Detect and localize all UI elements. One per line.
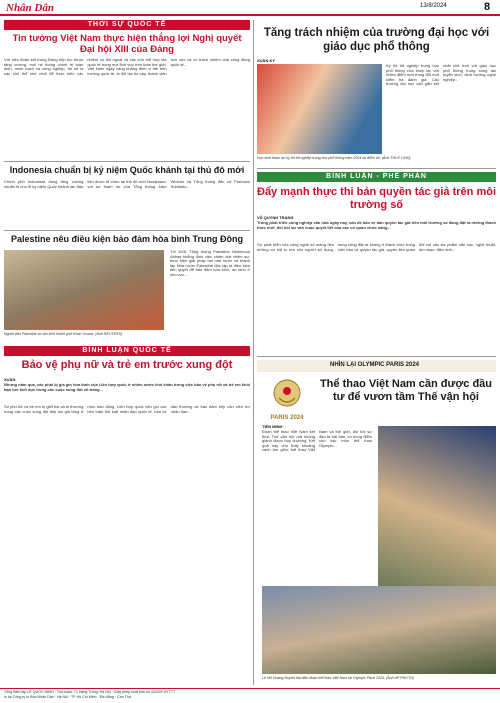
article6-title[interactable]: Đẩy mạnh thực thi bản quyền tác giả trên môi trường số — [257, 186, 497, 211]
article6-lead — [257, 221, 496, 241]
article3-photo — [4, 250, 164, 330]
footer-line-2: In tại Công ty In Báo Nhân Dân · Hà Nội · TP Hồ Chí Minh · Đà Nẵng · Cần Thơ — [4, 694, 132, 699]
masthead-date: 13/8/2024 — [420, 3, 447, 9]
article7-photo-wide — [262, 586, 496, 674]
article6-body — [257, 243, 496, 353]
masthead-logo: Nhân Dân — [6, 2, 54, 14]
footer-line-1: Tổng Biên tập LÊ QUỐC MINH · Tòa soạn: 71 Hàng Trống, Hà Nội · Giấy phép xuất bản số 434/GP-BTTTT — [4, 690, 176, 694]
article7-author: TIẾN MINH — [262, 424, 283, 429]
divider — [4, 230, 250, 231]
column-divider — [253, 20, 254, 685]
article5-body-text: Kỳ thi tốt nghiệp trung học phổ thông vừa khép lại, với nhiều điểm mới trong đổi mới kiểm tra đánh giá. Các trường đại học cần gắn kết chặt chẽ hơn với giáo dục phổ thông trong công tác tuyển sinh, định hướng nghề nghiệp... — [386, 64, 496, 87]
article1-body-text: Với việc đoàn kết trong Đảng tiếp tục được tăng cường, mối hệ thống chính trị toàn diện, minh bạch và công nghiệp, đó sẽ là các chủ thể chủ chốt để thực hiện các nhiệm vụ đối ngoại và các chủ thể hợp tác quốc tế trong mọi lĩnh vực trên toàn thế giới. Việt Nam ngày càng khẳng định vị thế trên trường quốc tế, là đối tác tin cậy, thành viên tích cực và có trách nhiệm của cộng đồng quốc tế... — [4, 58, 250, 76]
article2-title[interactable]: Indonesia chuẩn bị kỷ niệm Quốc khánh tại thủ đô mới — [9, 165, 245, 175]
article7-body — [262, 430, 372, 580]
article5-body — [386, 64, 496, 154]
article1-title[interactable]: Tin tưởng Việt Nam thực hiện thắng lợi Nghị quyết Đại hội XIII của Đảng — [12, 33, 242, 55]
article7-title[interactable]: Thể thao Việt Nam cần được đầu tư để vươn tầm Thế vận hội — [319, 378, 493, 403]
divider — [257, 168, 496, 169]
article4-body — [4, 405, 250, 685]
article6-body-text: Sự phát triển của công nghệ số mang đến những cơ hội to lớn cho người sử dụng, song cũng đặt ra không ít thách thức trong việc bảo vệ quyền tác giả, quyền liên quan đối với các tác phẩm văn học, nghệ thuật, âm nhạc, điện ảnh... — [257, 243, 496, 252]
article1-body — [4, 58, 250, 158]
divider — [4, 161, 250, 162]
page-footer — [0, 688, 500, 703]
article5-author: XUÂN KỲ — [257, 58, 276, 63]
divider — [257, 356, 496, 357]
section-band-critique: BÌNH LUẬN - PHÊ PHÁN — [257, 172, 496, 182]
article3-caption: Người dân Palestine sơ tán khỏi thành phố Khan Younis. (Ảnh REUTERS) — [4, 332, 123, 336]
article2-body-text: Chính phủ Indonesia đang tăng cường chuẩn bị cho lễ kỷ niệm Quốc khánh lần đầu tiên được tổ chức tại thủ đô mới Nusantara, với sự tham dự của Tổng thống Joko Widodo và Tổng thống đắc cử Prabowo Subianto... — [4, 180, 250, 189]
article4-title[interactable]: Bảo vệ phụ nữ và trẻ em trước xung đột — [21, 359, 233, 371]
article7-caption: Lê Nữ Hoàng Duyên đại diện đoàn thể thao Việt Nam tại Olympic Paris 2024. (Ảnh AP PHOTO) — [262, 676, 415, 680]
section-band-commentary: BÌNH LUẬN QUỐC TẾ — [4, 346, 250, 356]
article7-body-text: Đoàn thể thao Việt Nam kết thúc Thế vận hội mà không giành được huy chương. Kết quả này cho thấy khoảng cách lớn giữa thể thao Việt Nam và thế giới, đòi hỏi sự đầu tư bài bản, có trọng điểm cho các môn thể thao Olympic... — [262, 430, 372, 453]
masthead-rule — [0, 14, 500, 16]
article4-author: XUÂN — [4, 377, 16, 382]
article3-body-text: Tối 10/8, Tổng thống Palestine Mahmoud Abbas khẳng định việc chấm dứt chiến sự, thực hiện giải pháp hai nhà nước và thành lập Nhà nước Palestine độc lập là điều kiện tiên quyết để bảo đảm hòa bình, an ninh ở khu vực... — [170, 250, 250, 277]
section-band-left: THỜI SỰ QUỐC TẾ — [4, 20, 250, 30]
article6-author: VŨ QUỲNH TRANG — [257, 215, 294, 220]
article7-photo — [378, 426, 496, 586]
article6-lead-text: Trong phát triển công nghiệp văn hóa ngày nay, vấn đề bảo vệ bản quyền tác giả trên môi trường số đang đặt ra những thách thức mới, đòi hỏi sự vào cuộc quyết liệt của các cơ quan chức năng... — [257, 221, 496, 230]
article7-kicker: NHÌN LẠI OLYMPIC PARIS 2024 — [330, 362, 420, 368]
paris-2024-logo — [262, 376, 312, 422]
article3-body — [170, 250, 250, 340]
article2-body — [4, 180, 250, 228]
paris-2024-logo-text: PARIS 2024 — [270, 415, 304, 421]
article4-lead — [4, 383, 250, 403]
article4-lead-text: Nhưng năm qua, các phái bị gia gìn hòa bình của Liên hợp quốc ở nhiều nước khó khăn trong việc bảo vệ phụ nữ và trẻ em khỏi bạo lực tình dục trong các cuộc xung đột vũ trang... — [4, 383, 250, 392]
article5-caption: Học sinh tham dự kỳ thi tốt nghiệp trung học phổ thông năm 2024 tại điểm thi. (Ảnh THUỲ LINH) — [257, 156, 411, 160]
page-number: 8 — [484, 1, 491, 13]
article5-photo — [257, 64, 382, 154]
article5-title[interactable]: Tăng trách nhiệm của trường đại học với giáo dục phổ thông — [263, 27, 490, 53]
article4-body-text: Số phụ nữ và trẻ em bị giết hại và bị thương trong các cuộc xung đột tiếp tục gia tăng ở mức báo động. Liên hợp quốc kêu gọi các bên tuân thủ luật nhân đạo quốc tế, bảo vệ dân thường và bảo đảm tiếp cận viện trợ nhân đạo... — [4, 405, 250, 414]
article3-title[interactable]: Palestine nêu điều kiện bảo đảm hòa bình Trung Đông — [10, 234, 244, 244]
